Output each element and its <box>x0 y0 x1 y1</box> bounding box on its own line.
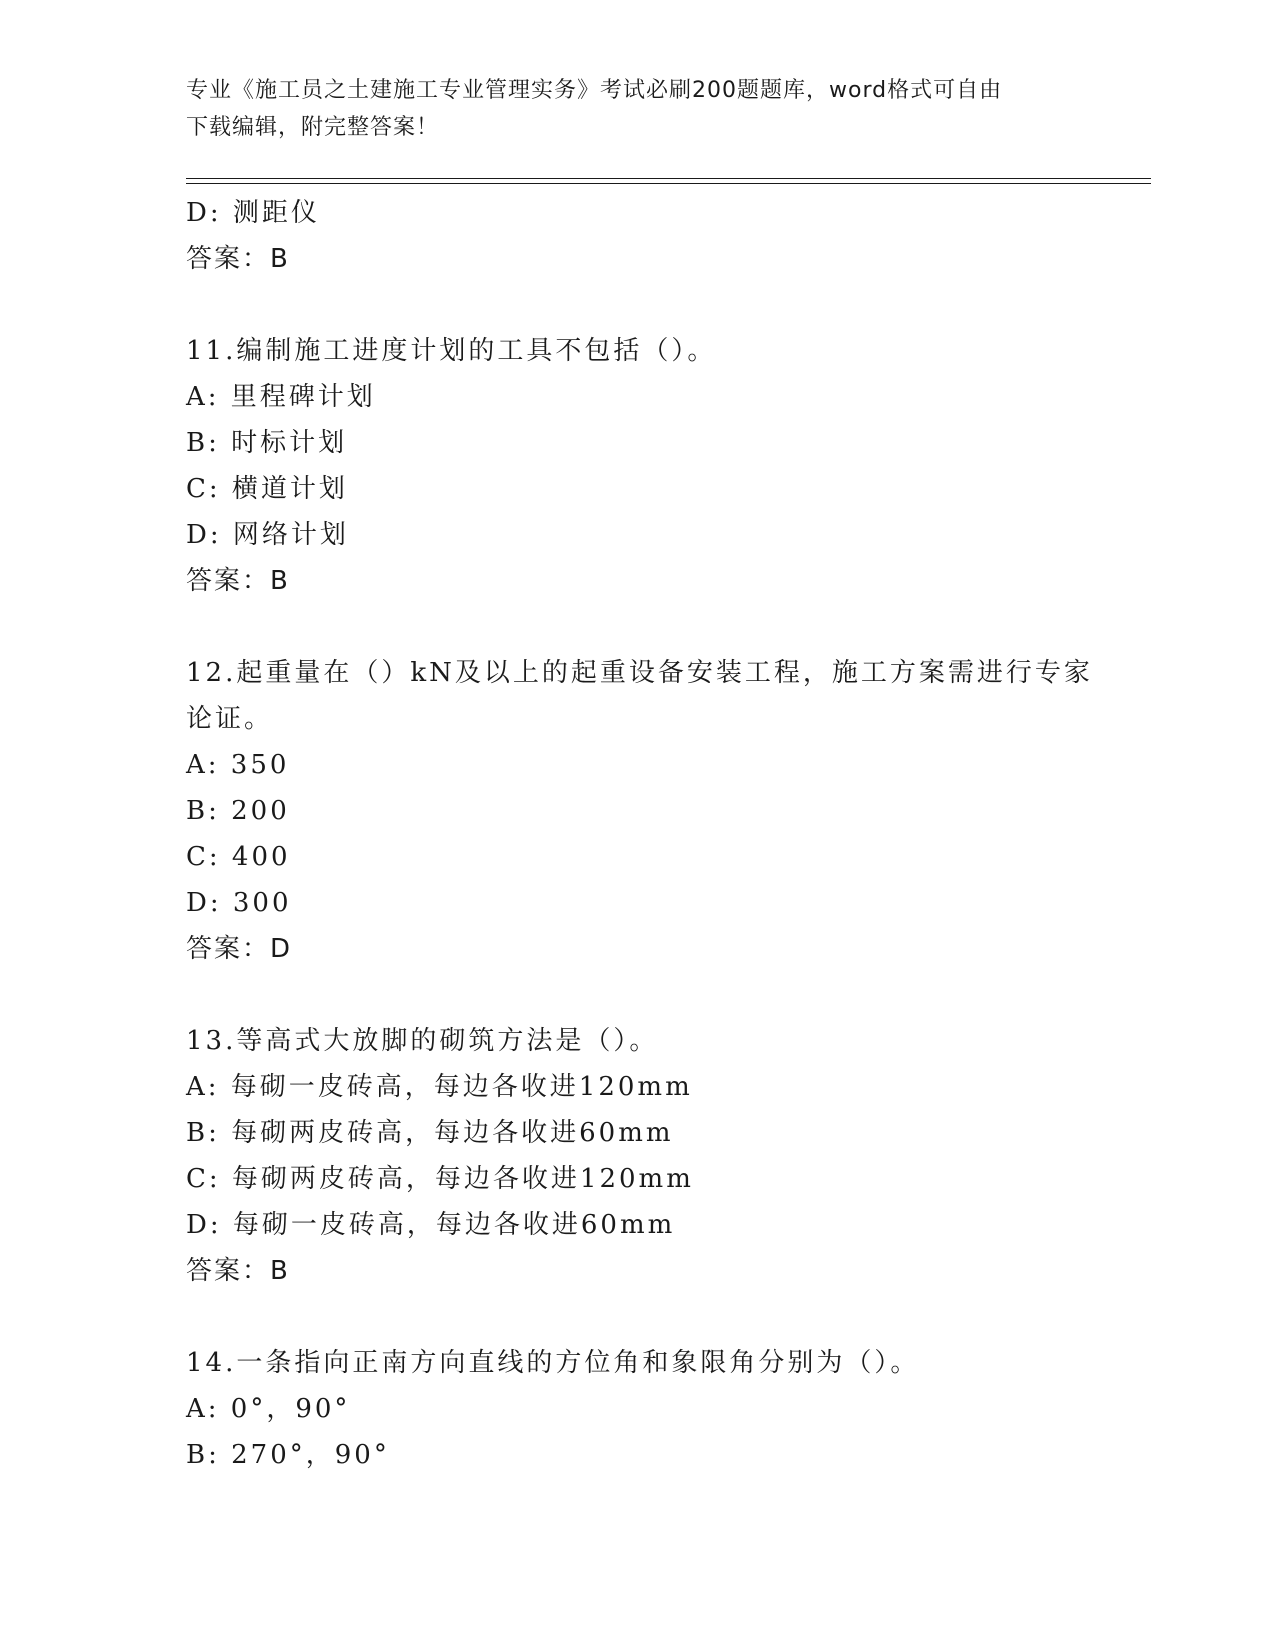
spacer <box>186 972 1086 1018</box>
option-a: A: 350 <box>186 750 290 780</box>
header-line-1: 专业《施工员之土建施工专业管理实务》考试必刷200题题库，word格式可自由 <box>186 78 1003 103</box>
answer-line: 答案：B <box>186 566 290 596</box>
option-d: D: 300 <box>186 888 292 918</box>
spacer <box>186 604 1086 650</box>
question-stem: 13.等高式大放脚的砌筑方法是（）。 <box>186 1026 659 1056</box>
option-b: B: 每砌两皮砖高，每边各收进60mm <box>186 1118 674 1148</box>
header-divider-bottom <box>186 183 1151 184</box>
question-13 <box>186 1018 1086 1294</box>
answer-line: 答案：B <box>186 1256 290 1286</box>
option-c: C: 每砌两皮砖高，每边各收进120mm <box>186 1164 694 1194</box>
option-d: D: 测距仪 <box>186 198 320 228</box>
question-10-tail <box>186 190 1086 282</box>
answer-line: 答案：B <box>186 244 290 274</box>
header-divider-top <box>186 178 1151 179</box>
option-b: B: 270°，90° <box>186 1440 390 1470</box>
question-11 <box>186 328 1086 604</box>
option-a: A: 里程碑计划 <box>186 382 376 412</box>
document-body <box>186 190 1093 1478</box>
question-stem: 12.起重量在（）kN及以上的起重设备安装工程，施工方案需进行专家 <box>186 658 1093 688</box>
question-stem: 11.编制施工进度计划的工具不包括（）。 <box>186 336 717 366</box>
document-header <box>186 72 1086 146</box>
option-b: B: 时标计划 <box>186 428 348 458</box>
answer-line: 答案：D <box>186 934 293 964</box>
question-12 <box>186 650 1093 972</box>
option-d: D: 每砌一皮砖高，每边各收进60mm <box>186 1210 676 1240</box>
option-a: A: 每砌一皮砖高，每边各收进120mm <box>186 1072 693 1102</box>
option-a: A: 0°，90° <box>186 1394 351 1424</box>
question-stem: 14.一条指向正南方向直线的方位角和象限角分别为（）。 <box>186 1348 920 1378</box>
option-b: B: 200 <box>186 796 290 826</box>
question-14 <box>186 1340 1086 1478</box>
spacer <box>186 1294 1086 1340</box>
option-c: C: 400 <box>186 842 291 872</box>
option-d: D: 网络计划 <box>186 520 349 550</box>
spacer <box>186 282 1086 328</box>
header-line-2: 下载编辑，附完整答案！ <box>186 115 440 140</box>
question-stem-continued: 论证。 <box>186 704 274 734</box>
option-c: C: 横道计划 <box>186 474 348 504</box>
